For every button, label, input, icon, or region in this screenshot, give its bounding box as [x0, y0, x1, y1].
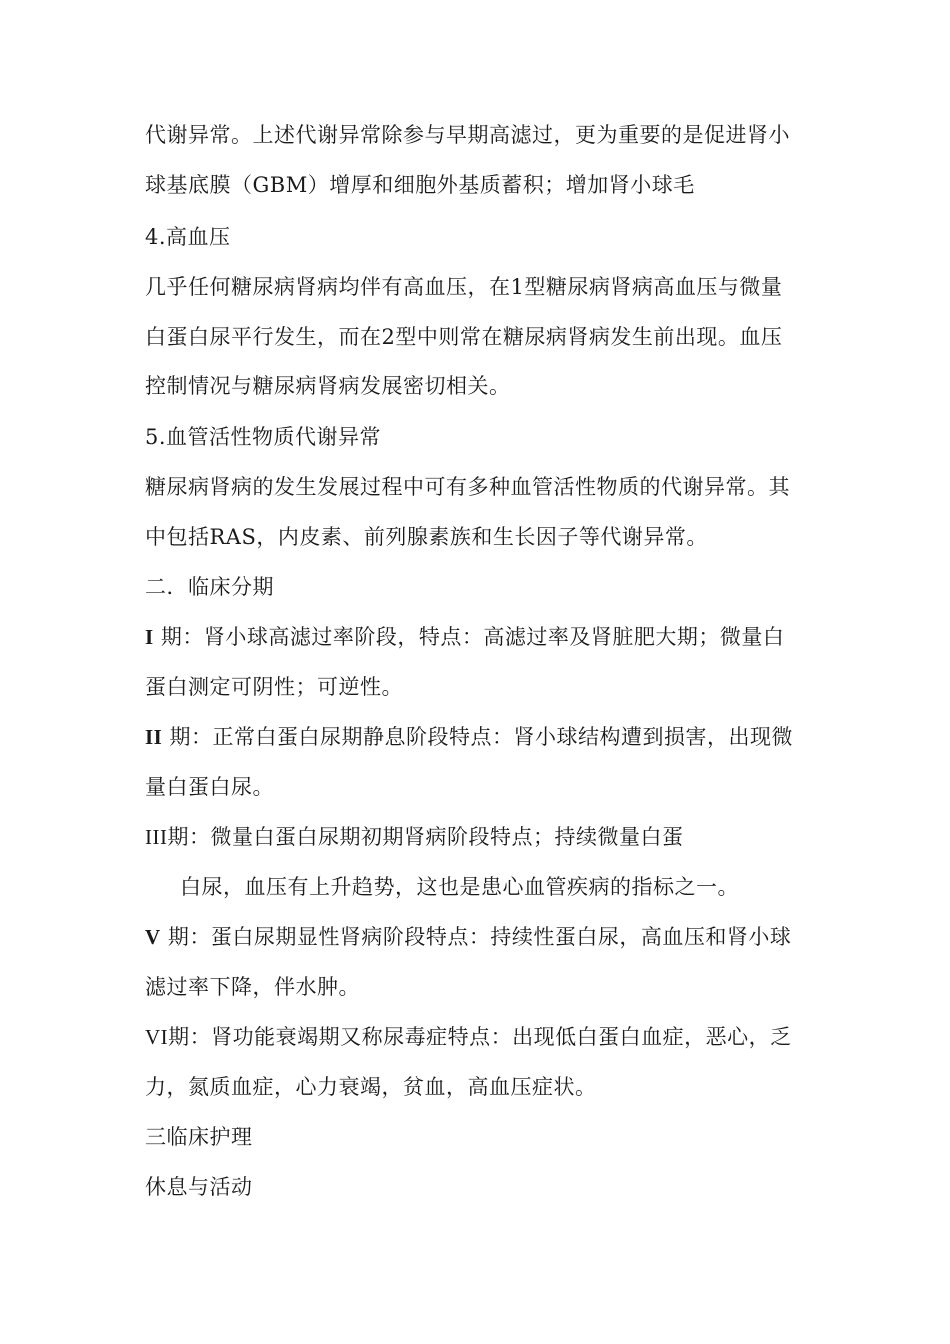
- stage-number: VI: [145, 1025, 169, 1049]
- body-text-line: 代谢异常。上述代谢异常除参与早期高滤过，更为重要的是促进肾小: [145, 123, 790, 147]
- stage-text: 期：微量白蛋白尿期初期肾病阶段特点；持续微量白蛋: [167, 825, 684, 849]
- subheading: 休息与活动: [145, 1175, 253, 1199]
- stage-text: 期：肾小球高滤过率阶段，特点：高滤过率及肾脏肥大期；微量白: [153, 625, 785, 649]
- stage-line: [145, 1022, 792, 1052]
- stage-number: III: [145, 825, 168, 849]
- stage-number: I: [145, 625, 154, 649]
- section-heading: 5.血管活性物质代谢异常: [145, 425, 382, 449]
- stage-number: II: [145, 725, 163, 749]
- stage-text: 期：肾功能衰竭期又称尿毒症特点：出现低白蛋白血症，恶心，乏: [168, 1025, 792, 1049]
- section-heading: 4.高血压: [145, 225, 231, 249]
- section-heading: 三临床护理: [145, 1125, 253, 1149]
- body-text-line: 球基底膜（GBM）增厚和细胞外基质蓄积；增加肾小球毛: [145, 173, 695, 197]
- body-text-line: 中包括RAS，内皮素、前列腺素族和生长因子等代谢异常。: [145, 525, 708, 549]
- section-heading: 二．临床分期: [145, 575, 274, 599]
- stage-line: [145, 822, 683, 852]
- stage-text: 期：正常白蛋白尿期静息阶段特点：肾小球结构遭到损害，出现微: [162, 725, 794, 749]
- body-text-line: 糖尿病肾病的发生发展过程中可有多种血管活性物质的代谢异常。其: [145, 475, 790, 499]
- stage-line: [145, 622, 784, 652]
- stage-continuation: 蛋白测定可阴性；可逆性。: [145, 675, 403, 699]
- stage-continuation: 量白蛋白尿。: [145, 775, 274, 799]
- stage-number: V: [145, 925, 161, 949]
- stage-continuation: 白尿，血压有上升趋势，这也是患心血管疾病的指标之一。: [180, 875, 739, 899]
- body-text-line: 几乎任何糖尿病肾病均伴有高血压，在1型糖尿病肾病高血压与微量: [145, 275, 783, 299]
- stage-text: 期：蛋白尿期显性肾病阶段特点：持续性蛋白尿，高血压和肾小球: [160, 925, 792, 949]
- body-text-line: 白蛋白尿平行发生，而在2型中则常在糖尿病肾病发生前出现。血压: [145, 325, 783, 349]
- stage-continuation: 滤过率下降，伴水肿。: [145, 975, 360, 999]
- stage-continuation: 力，氮质血症，心力衰竭，贫血，高血压症状。: [145, 1075, 597, 1099]
- stage-line: [145, 922, 791, 952]
- body-text-line: 控制情况与糖尿病肾病发展密切相关。: [145, 374, 511, 398]
- stage-line: [145, 722, 793, 752]
